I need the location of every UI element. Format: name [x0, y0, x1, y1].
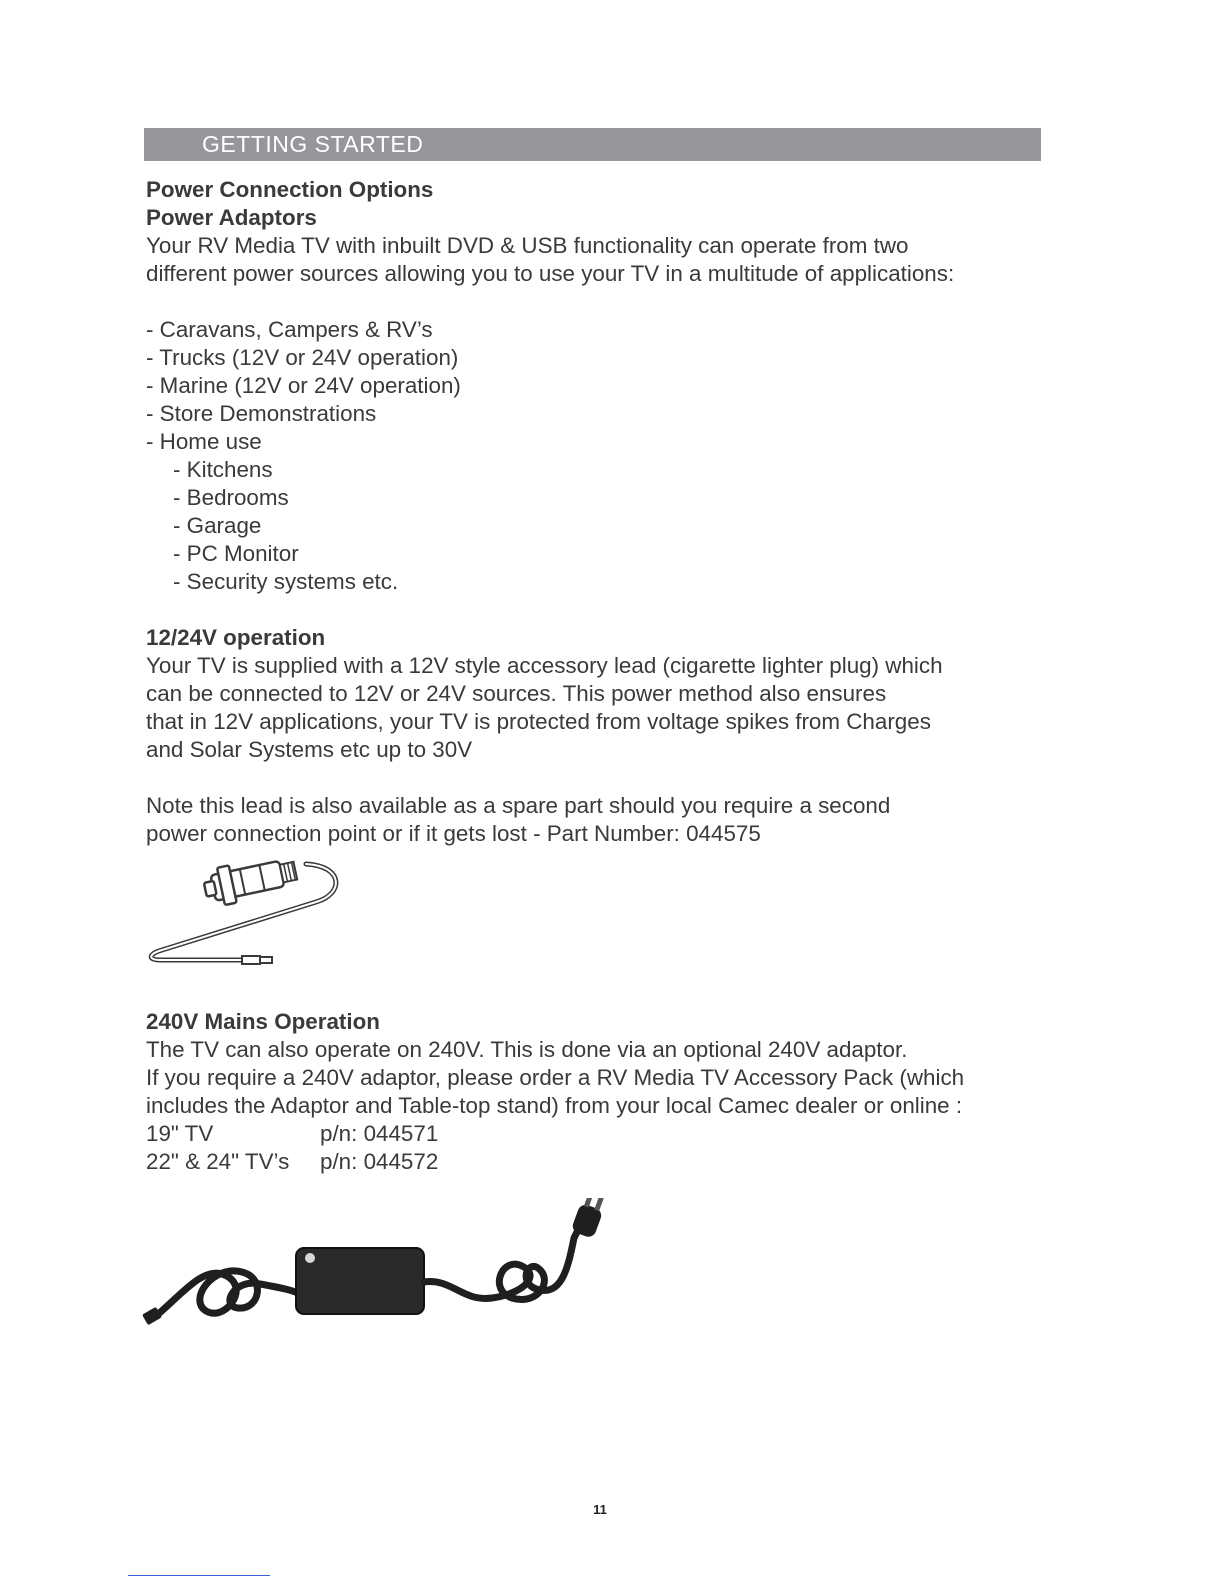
- application-item: - Caravans, Campers & RV’s: [146, 317, 433, 342]
- part-number: p/n: 044571: [320, 1121, 439, 1146]
- heading-power-connection-options: Power Connection Options: [146, 177, 434, 202]
- mains-section: [146, 1008, 1086, 1176]
- cigarette-lighter-lead-icon: [146, 850, 346, 970]
- spacer: [146, 596, 1086, 624]
- note-line: Note this lead is also available as a spare part should you require a second: [146, 793, 891, 818]
- section-header-bar: [144, 128, 1041, 161]
- mains-power-adaptor-icon: [142, 1198, 622, 1338]
- spacer: [146, 764, 1086, 792]
- home-use-item: - Kitchens: [173, 457, 273, 482]
- spacer: [146, 288, 1086, 316]
- application-item: - Marine (12V or 24V operation): [146, 373, 461, 398]
- footer-link-underline: [128, 1575, 270, 1576]
- body-line: can be connected to 12V or 24V sources. This power method also ensures: [146, 681, 887, 706]
- body-line: The TV can also operate on 240V. This is done via an optional 240V adaptor.: [146, 1037, 908, 1062]
- body-line: Your TV is supplied with a 12V style accessory lead (cigarette lighter plug) which: [146, 653, 943, 678]
- heading-240v-mains-operation: 240V Mains Operation: [146, 1009, 380, 1034]
- home-use-item: - Garage: [173, 513, 262, 538]
- intro-line: different power sources allowing you to use your TV in a multitude of applications:: [146, 261, 955, 286]
- intro-line: Your RV Media TV with inbuilt DVD & USB functionality can operate from two: [146, 233, 909, 258]
- section-header-title: GETTING STARTED: [202, 131, 424, 157]
- heading-12-24v-operation: 12/24V operation: [146, 625, 326, 650]
- part-number: p/n: 044572: [320, 1149, 439, 1174]
- body-line: and Solar Systems etc up to 30V: [146, 737, 473, 762]
- home-use-item: - PC Monitor: [173, 541, 299, 566]
- application-item: - Trucks (12V or 24V operation): [146, 345, 459, 370]
- heading-power-adaptors: Power Adaptors: [146, 205, 317, 230]
- application-item: - Home use: [146, 429, 262, 454]
- note-line: power connection point or if it gets lost - Part Number: 044575: [146, 821, 761, 846]
- application-item: - Store Demonstrations: [146, 401, 377, 426]
- part-number-row: [146, 1148, 1086, 1176]
- home-use-item: - Security systems etc.: [173, 569, 399, 594]
- body-line: If you require a 240V adaptor, please order a RV Media TV Accessory Pack (which: [146, 1065, 965, 1090]
- model-label: 22" & 24" TV’s: [146, 1149, 290, 1174]
- body-line: includes the Adaptor and Table-top stand) from your local Camec dealer or online :: [146, 1093, 963, 1118]
- body-line: that in 12V applications, your TV is protected from voltage spikes from Charges: [146, 709, 931, 734]
- page-number: 11: [593, 1502, 607, 1517]
- part-number-row: [146, 1120, 1086, 1148]
- model-label: 19" TV: [146, 1121, 214, 1146]
- home-use-item: - Bedrooms: [173, 485, 289, 510]
- page-content: [146, 176, 1086, 848]
